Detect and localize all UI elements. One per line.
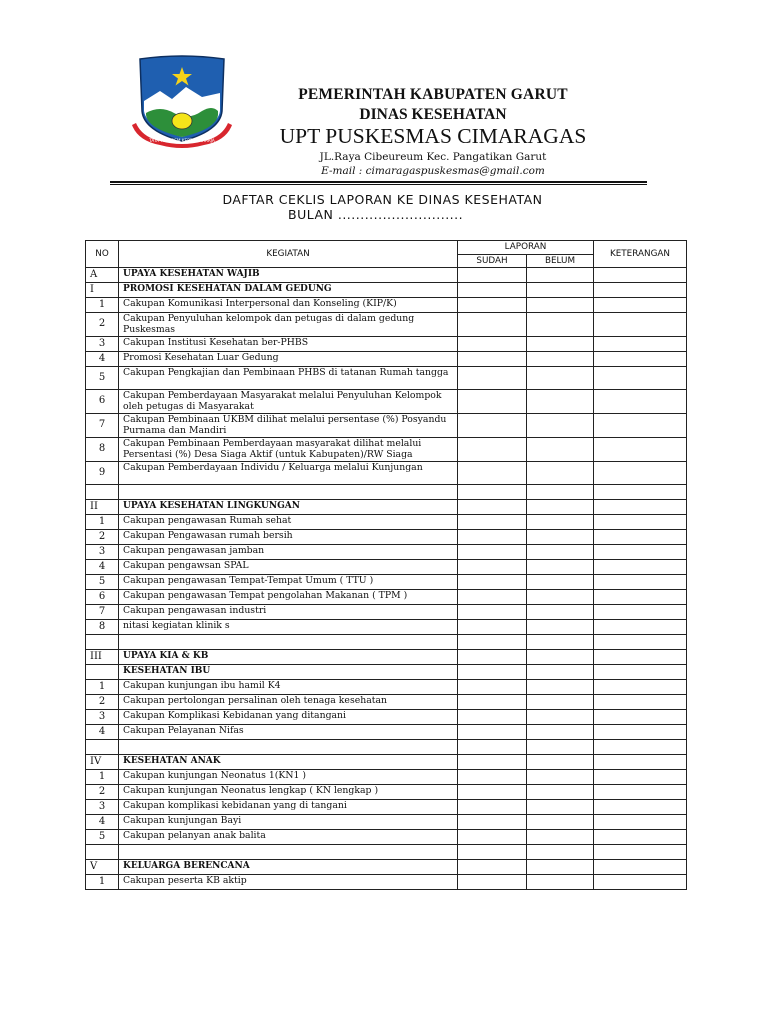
row-belum-cell xyxy=(527,800,594,815)
row-activity: Cakupan Institusi Kesehatan ber-PHBS xyxy=(119,337,458,352)
row-sudah-cell xyxy=(458,710,527,725)
row-number: II xyxy=(86,500,119,515)
row-activity: PROMOSI KESEHATAN DALAM GEDUNG xyxy=(119,283,458,298)
row-sudah-cell xyxy=(458,725,527,740)
row-belum-cell xyxy=(527,575,594,590)
row-belum-cell xyxy=(527,337,594,352)
table-row xyxy=(86,620,687,635)
row-activity: Cakupan Pemberdayaan Individu / Keluarga melalui Kunjungan xyxy=(119,462,458,485)
row-activity: Promosi Kesehatan Luar Gedung xyxy=(119,352,458,367)
row-belum-cell xyxy=(527,438,594,462)
table-row xyxy=(86,590,687,605)
table-row xyxy=(86,695,687,710)
row-sudah-cell xyxy=(458,680,527,695)
row-number: 4 xyxy=(86,815,119,830)
row-sudah-cell xyxy=(458,620,527,635)
row-number: I xyxy=(86,283,119,298)
row-sudah-cell xyxy=(458,560,527,575)
row-sudah-cell xyxy=(458,352,527,367)
row-number: 4 xyxy=(86,560,119,575)
row-activity: Cakupan Pemberdayaan Masyarakat melalui Penyuluhan Kelompok oleh petugas di Masyarakat xyxy=(119,390,458,414)
row-keterangan-cell xyxy=(594,665,687,680)
table-row xyxy=(86,845,687,860)
row-sudah-cell xyxy=(458,800,527,815)
row-keterangan-cell xyxy=(594,740,687,755)
row-activity: Cakupan pertolongan persalinan oleh tenaga kesehatan xyxy=(119,695,458,710)
row-keterangan-cell xyxy=(594,485,687,500)
row-activity: Cakupan peserta KB aktip xyxy=(119,875,458,890)
row-number: 1 xyxy=(86,875,119,890)
row-activity: Cakupan Komunikasi Interpersonal dan Konseling (KIP/K) xyxy=(119,298,458,313)
row-sudah-cell xyxy=(458,367,527,390)
row-belum-cell xyxy=(527,283,594,298)
row-keterangan-cell xyxy=(594,680,687,695)
row-number: 7 xyxy=(86,414,119,438)
row-belum-cell xyxy=(527,845,594,860)
row-keterangan-cell xyxy=(594,390,687,414)
checklist-table xyxy=(85,240,687,890)
table-row xyxy=(86,390,687,414)
row-sudah-cell xyxy=(458,755,527,770)
row-number: 5 xyxy=(86,575,119,590)
row-belum-cell xyxy=(527,414,594,438)
row-number: 1 xyxy=(86,515,119,530)
row-number: 6 xyxy=(86,390,119,414)
row-activity: Cakupan kunjungan ibu hamil K4 xyxy=(119,680,458,695)
row-activity: KELUARGA BERENCANA xyxy=(119,860,458,875)
row-number xyxy=(86,665,119,680)
table-row xyxy=(86,725,687,740)
row-sudah-cell xyxy=(458,650,527,665)
row-sudah-cell xyxy=(458,485,527,500)
row-sudah-cell xyxy=(458,635,527,650)
col-belum: BELUM xyxy=(527,254,594,268)
row-number: 2 xyxy=(86,313,119,337)
table-row xyxy=(86,530,687,545)
row-activity xyxy=(119,485,458,500)
row-number xyxy=(86,485,119,500)
row-keterangan-cell xyxy=(594,590,687,605)
row-activity: Cakupan pengawasan Tempat pengolahan Makanan ( TPM ) xyxy=(119,590,458,605)
table-row xyxy=(86,635,687,650)
row-sudah-cell xyxy=(458,530,527,545)
row-number: 5 xyxy=(86,830,119,845)
row-keterangan-cell xyxy=(594,414,687,438)
table-row xyxy=(86,875,687,890)
row-number: 4 xyxy=(86,725,119,740)
table-row xyxy=(86,740,687,755)
row-activity: UPAYA KIA & KB xyxy=(119,650,458,665)
row-sudah-cell xyxy=(458,740,527,755)
row-activity: KESEHATAN IBU xyxy=(119,665,458,680)
table-row xyxy=(86,860,687,875)
col-keterangan: KETERANGAN xyxy=(594,241,687,268)
row-keterangan-cell xyxy=(594,650,687,665)
row-number: A xyxy=(86,268,119,283)
row-sudah-cell xyxy=(458,414,527,438)
row-sudah-cell xyxy=(458,438,527,462)
row-keterangan-cell xyxy=(594,710,687,725)
row-belum-cell xyxy=(527,710,594,725)
row-number: 5 xyxy=(86,367,119,390)
row-keterangan-cell xyxy=(594,313,687,337)
row-number xyxy=(86,635,119,650)
table-row xyxy=(86,268,687,283)
row-belum-cell xyxy=(527,500,594,515)
row-belum-cell xyxy=(527,590,594,605)
table-row xyxy=(86,560,687,575)
row-sudah-cell xyxy=(458,337,527,352)
row-belum-cell xyxy=(527,755,594,770)
row-number: 3 xyxy=(86,337,119,352)
header-divider-thin xyxy=(110,184,647,185)
row-activity: UPAYA KESEHATAN WAJIB xyxy=(119,268,458,283)
row-number: 2 xyxy=(86,785,119,800)
header-department: DINAS KESEHATAN xyxy=(359,106,507,123)
row-keterangan-cell xyxy=(594,560,687,575)
table-row xyxy=(86,352,687,367)
header-email: E-mail : cimaragaspuskesmas@gmail.com xyxy=(321,165,545,177)
row-belum-cell xyxy=(527,665,594,680)
row-activity: Cakupan Pengkajian dan Pembinaan PHBS di tatanan Rumah tangga xyxy=(119,367,458,390)
row-belum-cell xyxy=(527,695,594,710)
row-activity: Cakupan Pembinaan Pemberdayaan masyarakat dilihat melalui Persentasi (%) Desa Siaga Aktif (untuk Kabupaten)/RW Siaga xyxy=(119,438,458,462)
row-activity: Cakupan Pengawasan rumah bersih xyxy=(119,530,458,545)
row-keterangan-cell xyxy=(594,530,687,545)
document-title: DAFTAR CEKLIS LAPORAN KE DINAS KESEHATAN xyxy=(222,192,543,207)
row-activity xyxy=(119,845,458,860)
row-belum-cell xyxy=(527,860,594,875)
table-row xyxy=(86,283,687,298)
row-keterangan-cell xyxy=(594,770,687,785)
row-keterangan-cell xyxy=(594,635,687,650)
row-belum-cell xyxy=(527,605,594,620)
table-row xyxy=(86,462,687,485)
row-belum-cell xyxy=(527,515,594,530)
row-number: 3 xyxy=(86,710,119,725)
row-belum-cell xyxy=(527,830,594,845)
row-activity: Cakupan pelanyan anak balita xyxy=(119,830,458,845)
row-keterangan-cell xyxy=(594,725,687,740)
row-keterangan-cell xyxy=(594,830,687,845)
row-keterangan-cell xyxy=(594,298,687,313)
row-number: IV xyxy=(86,755,119,770)
row-keterangan-cell xyxy=(594,815,687,830)
row-keterangan-cell xyxy=(594,367,687,390)
row-sudah-cell xyxy=(458,575,527,590)
row-keterangan-cell xyxy=(594,545,687,560)
checklist-rows xyxy=(86,268,687,890)
row-number: 1 xyxy=(86,770,119,785)
row-sudah-cell xyxy=(458,860,527,875)
row-keterangan-cell xyxy=(594,755,687,770)
row-belum-cell xyxy=(527,462,594,485)
row-sudah-cell xyxy=(458,815,527,830)
row-sudah-cell xyxy=(458,830,527,845)
row-number xyxy=(86,845,119,860)
table-row xyxy=(86,815,687,830)
row-number: 7 xyxy=(86,605,119,620)
row-belum-cell xyxy=(527,268,594,283)
row-keterangan-cell xyxy=(594,500,687,515)
row-keterangan-cell xyxy=(594,575,687,590)
table-row xyxy=(86,830,687,845)
row-activity: KESEHATAN ANAK xyxy=(119,755,458,770)
row-belum-cell xyxy=(527,390,594,414)
row-belum-cell xyxy=(527,635,594,650)
row-number: 8 xyxy=(86,620,119,635)
table-row xyxy=(86,770,687,785)
row-number: 8 xyxy=(86,438,119,462)
table-row xyxy=(86,575,687,590)
table-row xyxy=(86,605,687,620)
header-puskesmas: UPT PUSKESMAS CIMARAGAS xyxy=(279,124,587,148)
row-activity: Cakupan pengawsan SPAL xyxy=(119,560,458,575)
row-activity: Cakupan Penyuluhan kelompok dan petugas di dalam gedung Puskesmas xyxy=(119,313,458,337)
header-government: PEMERINTAH KABUPATEN GARUT xyxy=(298,86,568,103)
table-row xyxy=(86,367,687,390)
row-sudah-cell xyxy=(458,313,527,337)
table-row xyxy=(86,680,687,695)
table-row xyxy=(86,710,687,725)
col-laporan: LAPORAN xyxy=(458,241,594,255)
row-activity: nitasi kegiatan klinik s xyxy=(119,620,458,635)
row-activity: Cakupan pengawasan Rumah sehat xyxy=(119,515,458,530)
row-keterangan-cell xyxy=(594,605,687,620)
row-number: 3 xyxy=(86,545,119,560)
row-number: 2 xyxy=(86,695,119,710)
row-keterangan-cell xyxy=(594,283,687,298)
table-row xyxy=(86,785,687,800)
row-number xyxy=(86,740,119,755)
table-row xyxy=(86,313,687,337)
row-belum-cell xyxy=(527,680,594,695)
row-belum-cell xyxy=(527,815,594,830)
row-belum-cell xyxy=(527,620,594,635)
row-number: 1 xyxy=(86,298,119,313)
row-number: 6 xyxy=(86,590,119,605)
row-activity: Cakupan pengawasan industri xyxy=(119,605,458,620)
row-sudah-cell xyxy=(458,390,527,414)
row-number: 3 xyxy=(86,800,119,815)
row-activity xyxy=(119,635,458,650)
row-belum-cell xyxy=(527,313,594,337)
row-number: 2 xyxy=(86,530,119,545)
row-sudah-cell xyxy=(458,785,527,800)
table-row xyxy=(86,515,687,530)
row-belum-cell xyxy=(527,545,594,560)
row-belum-cell xyxy=(527,485,594,500)
row-number: 9 xyxy=(86,462,119,485)
garut-logo-icon xyxy=(130,55,234,153)
row-number: 4 xyxy=(86,352,119,367)
row-sudah-cell xyxy=(458,605,527,620)
row-belum-cell xyxy=(527,875,594,890)
row-keterangan-cell xyxy=(594,462,687,485)
col-no: NO xyxy=(86,241,119,268)
row-activity: Cakupan pengawasan jamban xyxy=(119,545,458,560)
document-month: BULAN ............................ xyxy=(288,207,464,222)
table-row xyxy=(86,545,687,560)
row-sudah-cell xyxy=(458,770,527,785)
row-keterangan-cell xyxy=(594,800,687,815)
row-sudah-cell xyxy=(458,500,527,515)
row-keterangan-cell xyxy=(594,845,687,860)
row-keterangan-cell xyxy=(594,515,687,530)
row-belum-cell xyxy=(527,740,594,755)
row-activity: Cakupan pengawasan Tempat-Tempat Umum ( TTU ) xyxy=(119,575,458,590)
row-activity: UPAYA KESEHATAN LINGKUNGAN xyxy=(119,500,458,515)
table-row xyxy=(86,298,687,313)
table-row xyxy=(86,755,687,770)
row-belum-cell xyxy=(527,530,594,545)
header-address: JL.Raya Cibeureum Kec. Pangatikan Garut xyxy=(319,151,547,163)
row-belum-cell xyxy=(527,650,594,665)
row-keterangan-cell xyxy=(594,352,687,367)
row-activity: Cakupan kunjungan Neonatus lengkap ( KN lengkap ) xyxy=(119,785,458,800)
table-row xyxy=(86,500,687,515)
row-activity: Cakupan komplikasi kebidanan yang di tangani xyxy=(119,800,458,815)
col-sudah: SUDAH xyxy=(458,254,527,268)
row-keterangan-cell xyxy=(594,860,687,875)
table-row xyxy=(86,485,687,500)
row-sudah-cell xyxy=(458,845,527,860)
row-keterangan-cell xyxy=(594,785,687,800)
logo-motto: TATA TENTREM KERTA RAHARJA xyxy=(149,138,215,143)
row-sudah-cell xyxy=(458,590,527,605)
row-belum-cell xyxy=(527,367,594,390)
table-row xyxy=(86,414,687,438)
row-sudah-cell xyxy=(458,695,527,710)
row-activity: Cakupan kunjungan Neonatus 1(KN1 ) xyxy=(119,770,458,785)
row-keterangan-cell xyxy=(594,875,687,890)
row-sudah-cell xyxy=(458,875,527,890)
table-row xyxy=(86,665,687,680)
row-belum-cell xyxy=(527,298,594,313)
row-sudah-cell xyxy=(458,462,527,485)
row-keterangan-cell xyxy=(594,695,687,710)
row-keterangan-cell xyxy=(594,620,687,635)
row-activity: Cakupan kunjungan Bayi xyxy=(119,815,458,830)
row-keterangan-cell xyxy=(594,337,687,352)
row-sudah-cell xyxy=(458,665,527,680)
row-activity: Cakupan Pelayanan Nifas xyxy=(119,725,458,740)
row-activity: Cakupan Komplikasi Kebidanan yang ditangani xyxy=(119,710,458,725)
row-activity: Cakupan Pembinaan UKBM dilihat melalui persentase (%) Posyandu Purnama dan Mandiri xyxy=(119,414,458,438)
row-activity xyxy=(119,740,458,755)
row-belum-cell xyxy=(527,770,594,785)
row-keterangan-cell xyxy=(594,268,687,283)
row-belum-cell xyxy=(527,352,594,367)
row-number: V xyxy=(86,860,119,875)
row-sudah-cell xyxy=(458,268,527,283)
row-belum-cell xyxy=(527,785,594,800)
header-divider-thick xyxy=(110,181,647,183)
row-keterangan-cell xyxy=(594,438,687,462)
table-row xyxy=(86,650,687,665)
table-row xyxy=(86,337,687,352)
row-sudah-cell xyxy=(458,545,527,560)
row-sudah-cell xyxy=(458,515,527,530)
table-row xyxy=(86,800,687,815)
row-number: III xyxy=(86,650,119,665)
row-belum-cell xyxy=(527,725,594,740)
col-kegiatan: KEGIATAN xyxy=(119,241,458,268)
table-row xyxy=(86,438,687,462)
row-sudah-cell xyxy=(458,298,527,313)
row-sudah-cell xyxy=(458,283,527,298)
row-belum-cell xyxy=(527,560,594,575)
row-number: 1 xyxy=(86,680,119,695)
